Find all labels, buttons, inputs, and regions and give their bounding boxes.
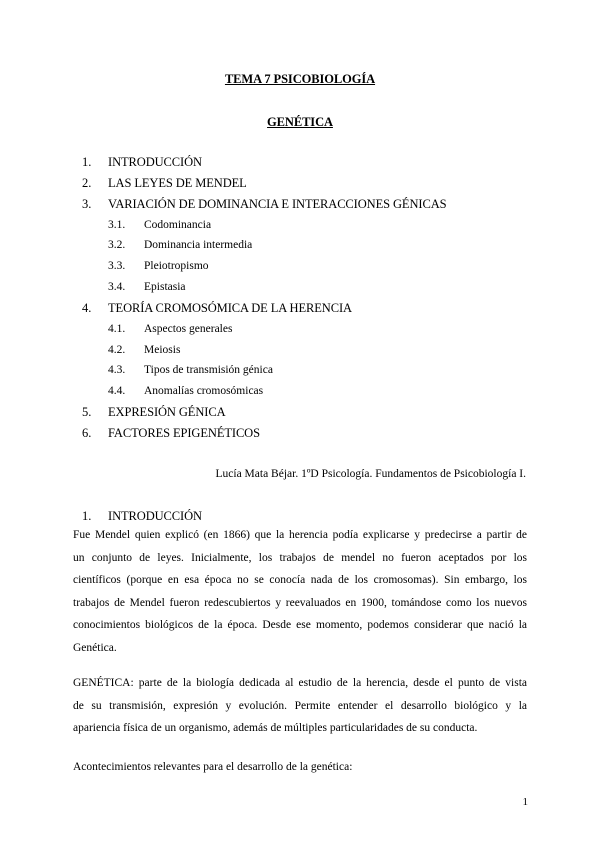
toc-item-label: LAS LEYES DE MENDEL	[108, 176, 247, 190]
section-title: INTRODUCCIÓN	[108, 509, 202, 523]
page-number: 1	[522, 796, 528, 808]
paragraph-line: de su transmisión, expresión y evolución. Permite entender el desarrollo biológico y la	[73, 699, 527, 712]
doc-title: TEMA 7 PSICOBIOLOGÍA	[224, 72, 376, 86]
section-number: 1.	[82, 509, 92, 523]
toc-subitem-number: 4.2.	[108, 344, 126, 356]
paragraph-line: un conjunto de leyes. Inicialmente, los trabajos de mendel no fueron aceptados por los	[73, 551, 527, 564]
toc-item-label: EXPRESIÓN GÉNICA	[108, 405, 226, 419]
toc-item-number: 3.	[82, 197, 92, 211]
toc-subitem-label: Pleiotropismo	[144, 260, 209, 272]
toc-item-number: 5.	[82, 405, 92, 419]
toc-subitem-label: Anomalías cromosómicas	[144, 385, 264, 397]
toc-subitem-label: Tipos de transmisión génica	[144, 364, 273, 376]
toc-item-number: 1.	[82, 155, 92, 169]
toc-item-label: VARIACIÓN DE DOMINANCIA E INTERACCIONES GÉNICAS	[108, 197, 447, 211]
toc-subitem-label: Meiosis	[144, 344, 181, 356]
paragraph-definition	[73, 672, 527, 740]
paragraph-line: conocimientos biológicos de la época. Desde ese momento, podemos considerar que nació la	[73, 619, 527, 631]
toc-item-label: TEORÍA CROMOSÓMICA DE LA HERENCIA	[108, 301, 352, 315]
toc-subitem-number: 3.2.	[108, 239, 126, 251]
paragraph-line: Acontecimientos relevantes para el desarrollo de la genética:	[73, 761, 353, 773]
toc-subitem-number: 4.1.	[108, 323, 126, 335]
toc-subitem-label: Aspectos generales	[144, 323, 233, 335]
toc-subitem-label: Dominancia intermedia	[144, 239, 253, 251]
paragraph-line: Fue Mendel quien explicó (en 1866) que la herencia podía explicarse y predecirse a partir de	[73, 529, 527, 541]
paragraph-line: científicos (porque en esa época no se conocía nada de los cromosomas). Sin embargo, los	[73, 574, 527, 586]
paragraph-events	[73, 756, 527, 779]
paragraph-line: apariencia física de un organismo, además de múltiples particularidades de su conducta.	[73, 722, 478, 734]
toc-item-number: 4.	[82, 301, 92, 315]
toc-subitem-number: 3.1.	[108, 219, 126, 231]
paragraph-line: Genética.	[73, 641, 117, 654]
doc-subtitle: GENÉTICA	[267, 115, 333, 129]
paragraph-line: trabajos de Mendel fueron redescubiertos y reevaluados en 1900, tomándose como los nuevos	[73, 596, 527, 609]
toc-item-label: INTRODUCCIÓN	[108, 155, 202, 169]
toc-subitem-number: 3.3.	[108, 260, 126, 272]
toc-subitem-number: 3.4.	[108, 281, 126, 293]
paragraph-intro	[73, 524, 527, 659]
toc-item-label: FACTORES EPIGENÉTICOS	[108, 426, 260, 440]
toc-subitem-number: 4.3.	[108, 364, 126, 376]
toc-subitem-label: Epistasia	[144, 281, 186, 293]
toc-subitem-label: Codominancia	[144, 219, 212, 231]
toc-item-number: 6.	[82, 426, 92, 440]
author-line: Lucía Mata Béjar. 1ºD Psicología. Fundamentos de Psicobiología I.	[215, 468, 526, 480]
toc-subitem-number: 4.4.	[108, 385, 126, 397]
paragraph-line: GENÉTICA: parte de la biología dedicada al estudio de la herencia, desde el punto de vista	[73, 677, 527, 689]
toc-item-number: 2.	[82, 176, 92, 190]
